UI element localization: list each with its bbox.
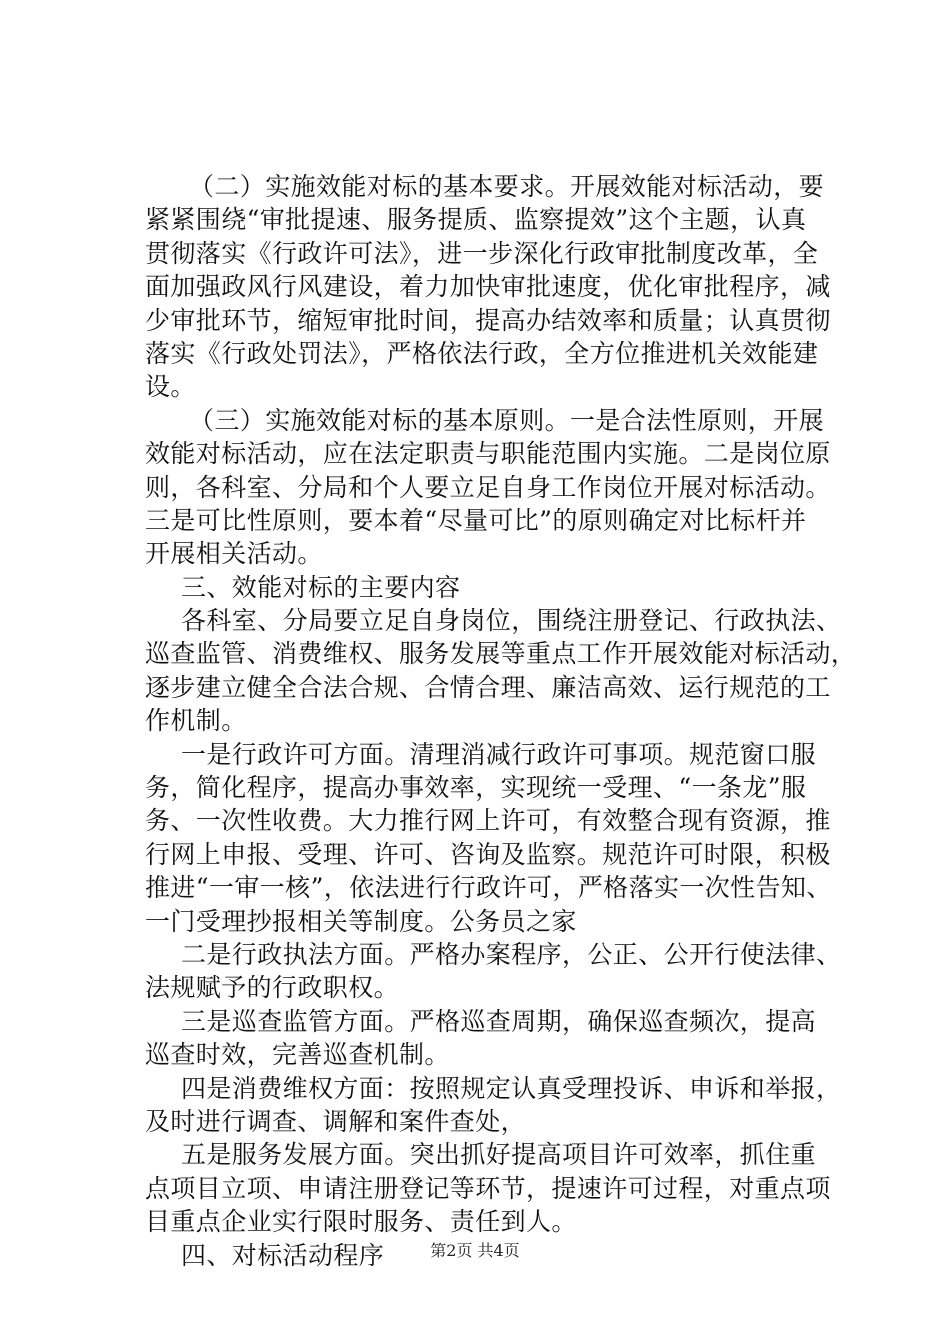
text-line: （二）实施效能对标的基本要求。开展效能对标活动，要 [189, 172, 825, 201]
text-line: （三）实施效能对标的基本原则。一是合法性原则，开展 [189, 405, 825, 435]
text-line: 巡查监管、消费维权、服务发展等重点工作开展效能对标活动， [145, 639, 857, 669]
text-line: 一是行政许可方面。清理消减行政许可事项。规范窗口服 [181, 739, 817, 769]
text-line: 目重点企业实行限时服务、责任到人。 [145, 1207, 577, 1237]
text-line: 行网上申报、受理、许可、咨询及监察。规范许可时限，积极 [145, 839, 831, 869]
text-line: 五是服务发展方面。突出抓好提高项目许可效率，抓住重 [181, 1140, 817, 1170]
text-line: 紧紧围绕“审批提速、服务提质、监察提效”这个主题，认真 [145, 205, 807, 235]
text-line: 三是可比性原则，要本着“尽量可比”的原则确定对比标杆并 [145, 505, 807, 535]
text-line: 落实《行政处罚法》，严格依法行政，全方位推进机关效能建 [145, 338, 819, 368]
text-line: 少审批环节，缩短审批时间，提高办结效率和质量；认真贯彻 [145, 305, 831, 335]
text-line: 一门受理抄报相关等制度。公务员之家 [145, 906, 577, 936]
text-line: 面加强政风行风建设，着力加快审批速度，优化审批程序，减 [145, 272, 831, 302]
section-heading: 四、对标活动程序 [181, 1240, 385, 1270]
text-line: 则，各科室、分局和个人要立足自身工作岗位开展对标活动。 [145, 472, 831, 502]
text-line: 务，简化程序，提高办事效率，实现统一受理、“一条龙”服 [145, 773, 807, 803]
text-line: 点项目立项、申请注册登记等环节，提速许可过程，对重点项 [145, 1173, 831, 1203]
text-line: 贯彻落实《行政许可法》，进一步深化行政审批制度改革，全 [145, 238, 819, 268]
text-line: 四是消费维权方面：按照规定认真受理投诉、申诉和举报， [181, 1073, 842, 1103]
text-line: 逐步建立健全合法合规、合情合理、廉洁高效、运行规范的工 [145, 672, 831, 702]
text-line: 三是巡查监管方面。严格巡查周期，确保巡查频次，提高 [181, 1006, 817, 1036]
section-heading: 三、效能对标的主要内容 [181, 572, 461, 602]
text-line: 作机制。 [145, 706, 247, 736]
text-line: 开展相关活动。 [145, 539, 323, 569]
text-line: 效能对标活动，应在法定职责与职能范围内实施。二是岗位原 [145, 439, 831, 469]
text-line: 及时进行调查、调解和案件查处， [145, 1106, 527, 1136]
document-body [145, 170, 857, 1272]
text-line: 推进“一审一核”，依法进行行政许可，严格落实一次性告知、 [145, 873, 832, 903]
text-line: 二是行政执法方面。严格办案程序，公正、公开行使法律、 [181, 939, 842, 969]
text-line: 设。 [145, 372, 196, 402]
text-line: 各科室、分局要立足自身岗位，围绕注册登记、行政执法、 [181, 606, 842, 636]
text-line: 法规赋予的行政职权。 [145, 973, 400, 1003]
page-number-footer: 第2页 共4页 [430, 1241, 520, 1260]
text-line: 巡查时效，完善巡查机制。 [145, 1040, 450, 1070]
text-line: 务、一次性收费。大力推行网上许可，有效整合现有资源，推 [145, 806, 831, 836]
